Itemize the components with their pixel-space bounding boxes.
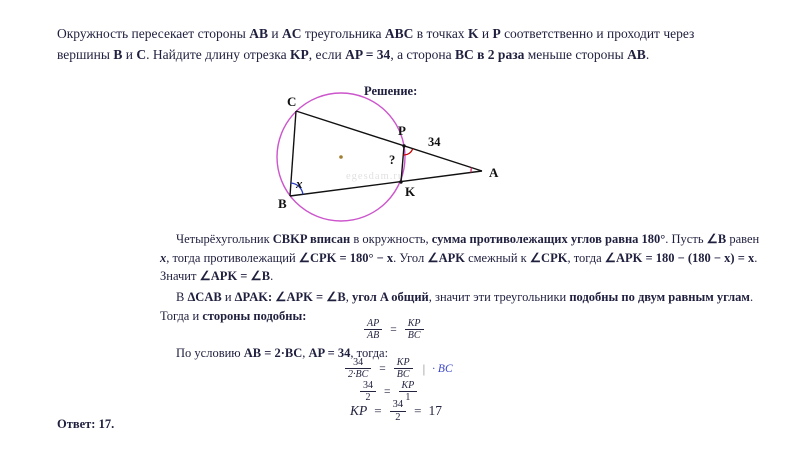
geometry-diagram [255, 88, 530, 223]
text-run: и [221, 290, 235, 304]
text-run: угол A общий [352, 290, 429, 304]
text-run: P [492, 26, 501, 41]
text-run: соответственно и проходит через вершины [57, 26, 695, 62]
text-run: ΔCAB [187, 290, 222, 304]
solution-paragraph-1 [160, 230, 768, 286]
text-run: В [176, 290, 188, 304]
text-run: . Пусть [665, 232, 707, 246]
watermark: egesdam.ru [346, 171, 405, 182]
text-run: смежный к [464, 250, 530, 265]
simplified-formula: $\frac{34}{2}$ = $\frac{KP}{1}$ [359, 380, 418, 403]
text-run: ∠APK = ∠B [199, 269, 271, 283]
text-run: ∠CPK = 180° − x [298, 250, 394, 265]
point-label-a: A [489, 165, 499, 180]
substitution-formula: $\frac{34}{2\cdot BC}$ = $\frac{KP}{BC}$ | · BC [344, 357, 453, 380]
text-run: , если [308, 46, 346, 62]
text-run: . [270, 269, 274, 283]
text-run: x [160, 250, 167, 265]
result-formula: KP = $\frac{34}{2}$ = 17 [350, 399, 442, 423]
solution-paragraph-2 [160, 288, 768, 325]
text-run: . Найдите длину отрезка [146, 46, 290, 62]
text-run: в окружность, [350, 232, 432, 246]
text-run: сумма противолежащих углов равна 180° [431, 232, 666, 246]
text-run: ∠APK [427, 250, 465, 265]
text-run: . Тогда и [160, 290, 754, 323]
text-run: , тогда противолежащий [166, 250, 299, 265]
text-run: По условию [176, 346, 244, 360]
circle-center-dot [339, 155, 343, 159]
text-run: равен [726, 232, 760, 246]
segment-ap-length-label: 34 [428, 135, 441, 149]
fraction-34-2bc: $\frac{34}{2\cdot BC}$ [345, 357, 371, 380]
unknown-segment-label: ? [389, 153, 396, 167]
text-run: K [467, 26, 479, 41]
fraction-34-2: $\frac{34}{2}$ [360, 380, 376, 403]
text-run: AP = 34 [345, 46, 391, 62]
text-run: AB = 2·BC [243, 346, 303, 360]
angle-b-label: x [296, 176, 303, 191]
text-run: , [345, 290, 352, 304]
problem-statement [57, 24, 705, 65]
text-run: Четырёхугольник [176, 232, 273, 246]
text-run: C [136, 46, 147, 62]
point-label-c: C [287, 94, 297, 109]
text-run: BC [455, 46, 474, 62]
text-run: CBKP вписан [272, 232, 351, 246]
text-run: . [645, 46, 650, 62]
fraction-kp-bc: $\frac{KP}{BC}$ [405, 318, 424, 341]
text-run: , тогда: [350, 346, 389, 360]
text-run: в 2 раза [477, 46, 525, 62]
answer-line: Ответ: 17. [57, 417, 115, 431]
text-run: и [478, 26, 493, 41]
similarity-proportion-formula: $\frac{AP}{AB}$ = $\frac{KP}{BC}$ [363, 318, 425, 341]
multiply-by-bc: · BC [432, 362, 453, 375]
text-run: AP = 34 [308, 346, 351, 360]
text-run: AC [281, 26, 302, 41]
text-run: , тогда [567, 250, 605, 265]
text-run: в точках [413, 26, 468, 41]
multiply-both-sides-bar: | [422, 360, 426, 376]
text-run: , а сторона [390, 46, 455, 62]
text-run: ∠APK = 180 − (180 − x) = x [604, 250, 755, 265]
fraction-kp-bc-2: $\frac{KP}{BC}$ [394, 357, 413, 380]
text-run: и [267, 26, 282, 41]
text-run: ∠B [706, 232, 727, 246]
text-run: KP [289, 46, 309, 62]
text-run: подобны по двум равным углам [569, 290, 750, 304]
text-run: меньше стороны [524, 46, 628, 62]
point-label-p: P [398, 123, 406, 138]
fraction-kp-1: $\frac{KP}{1}$ [399, 380, 418, 403]
point-label-b: B [278, 196, 287, 211]
solution-heading: Решение: [364, 84, 418, 98]
text-run: ABC [384, 26, 414, 41]
text-run: . Угол [393, 250, 428, 265]
fraction-34-2-final: $\frac{34}{2}$ [390, 399, 407, 423]
angle-mark-a [471, 168, 472, 173]
point-p-dot [402, 144, 405, 147]
text-run: ∠CPK [529, 250, 568, 265]
fraction-ap-ab: $\frac{AP}{AB}$ [364, 318, 382, 341]
text-run: и [122, 46, 137, 62]
text-run: AB [627, 46, 646, 62]
point-label-k: K [405, 184, 416, 199]
text-run: , значит эти треугольники [428, 290, 570, 304]
text-run: . Значит [160, 250, 758, 283]
text-run: AB [249, 26, 268, 41]
text-run: Окружность пересекает стороны [57, 26, 250, 41]
text-run: , [302, 346, 309, 360]
text-run: B [113, 46, 123, 62]
text-run: треугольника [301, 26, 385, 41]
text-run: стороны подобны: [202, 308, 307, 323]
text-run: ΔPAK: ∠APK = ∠B [234, 290, 346, 304]
